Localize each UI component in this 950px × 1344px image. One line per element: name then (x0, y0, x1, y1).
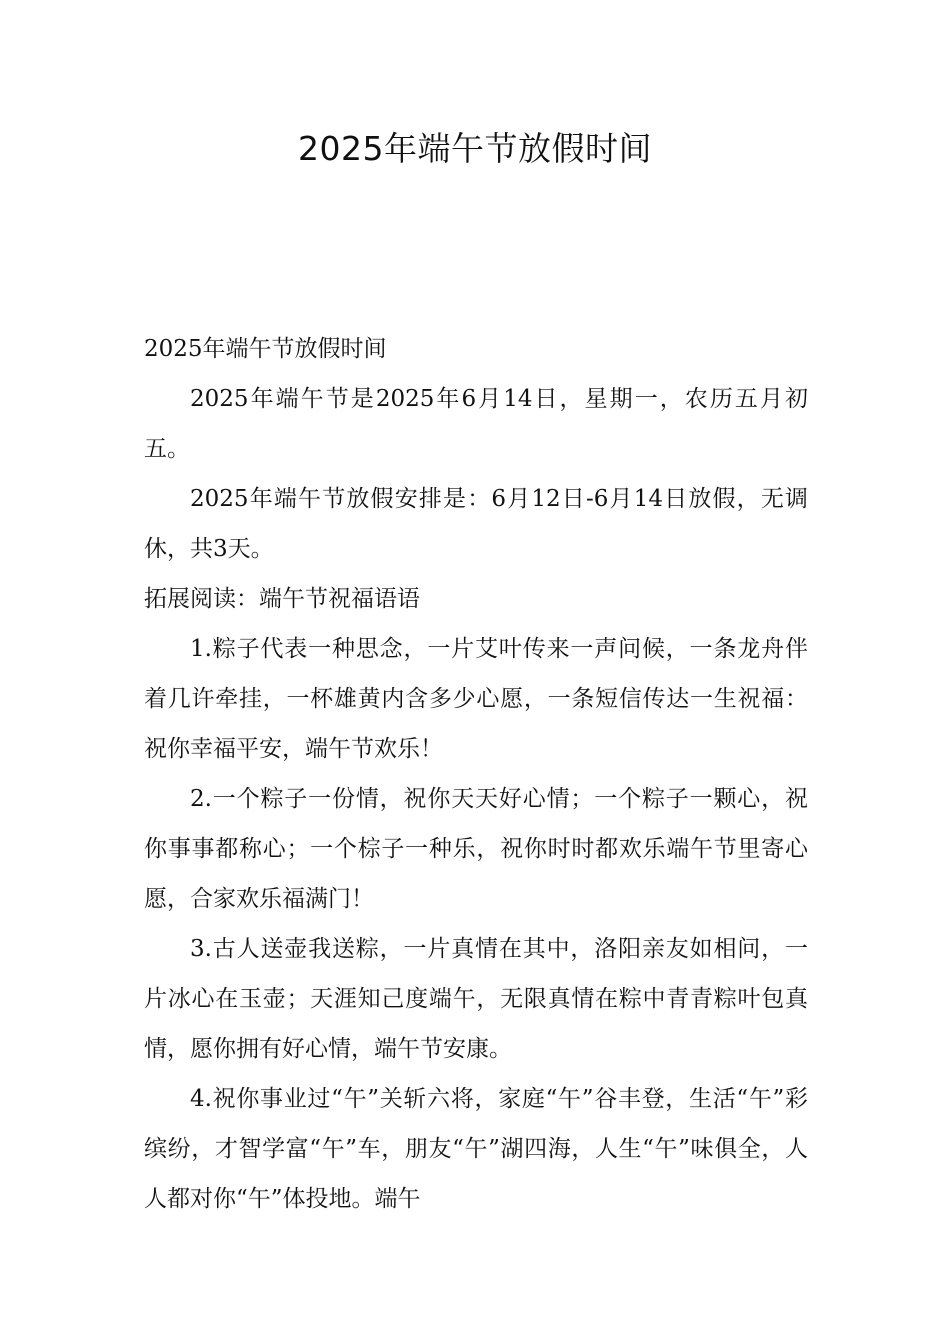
paragraph-schedule: 2025年端午节放假安排是：6月12日-6月14日放假，无调休，共3天。 (144, 486, 808, 562)
paragraph-date: 2025年端午节是2025年6月14日，星期一，农历五月初五。 (144, 386, 808, 462)
extended-reading-heading: 拓展阅读：端午节祝福语语 (144, 586, 420, 612)
document-title: 2025年端午节放假时间 (298, 129, 652, 168)
wish-item-3: 3.古人送壶我送粽，一片真情在其中，洛阳亲友如相问，一片冰心在玉壶；天涯知己度端午，无限真情在粽中青青粽叶包真情，愿你拥有好心情，端午节安康。 (144, 936, 808, 1062)
section-heading: 2025年端午节放假时间 (144, 336, 387, 362)
wish-item-1: 1.粽子代表一种思念，一片艾叶传来一声问候，一条龙舟伴着几许牵挂，一杯雄黄内含多少心愿，一条短信传达一生祝福：祝你幸福平安，端午节欢乐！ (144, 636, 808, 762)
wish-item-4: 4.祝你事业过“午”关斩六将，家庭“午”谷丰登，生活“午”彩缤纷，才智学富“午”车，朋友“午”湖四海，人生“午”味俱全，人人都对你“午”体投地。端午 (144, 1086, 808, 1212)
document-body (144, 324, 808, 1224)
wish-item-2: 2.一个粽子一份情，祝你天天好心情；一个粽子一颗心，祝你事事都称心；一个棕子一种乐，祝你时时都欢乐端午节里寄心愿，合家欢乐福满门！ (144, 786, 808, 912)
